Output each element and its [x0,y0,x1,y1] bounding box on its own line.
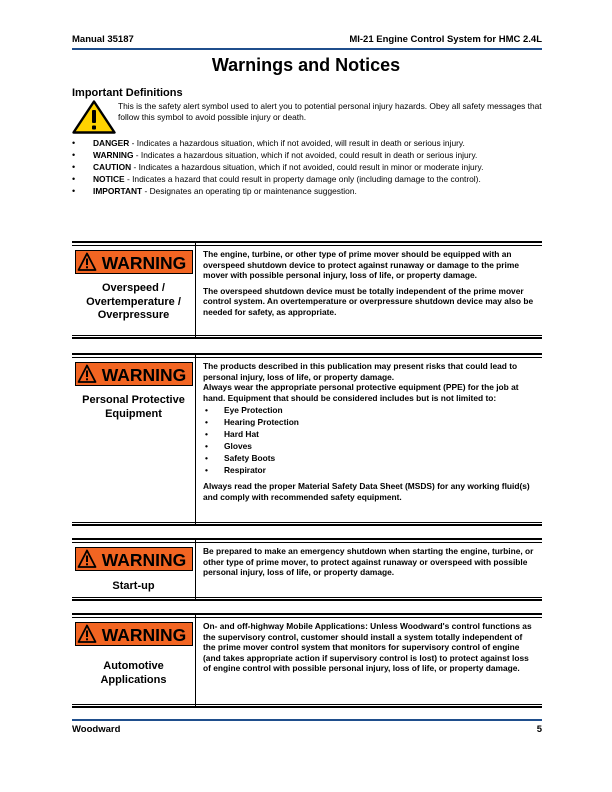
definition-caution: • CAUTION - Indicates a hazardous situation, which if not avoided, could result in minor or moderate injury. [72,162,542,172]
warning-content [196,355,542,524]
warning-content [196,243,542,337]
warning-box-automotive [72,613,542,708]
list-item: • Gloves [203,440,534,452]
warning-sign-icon [75,362,193,386]
definition-notice: • NOTICE - Indicates a hazard that could result in property damage only (including damage to the control). [72,174,542,184]
definition-warning: • WARNING - Indicates a hazardous situation, which if not avoided, could result in death or serious injury. [72,150,542,160]
safety-alert-row [72,100,542,134]
warning-sign-icon [75,250,193,274]
warning-box-ppe [72,353,542,526]
list-item: • Safety Boots [203,452,534,464]
warning-paragraph: Always wear the appropriate personal protective equipment (PPE) for the job at hand. Equipment that should be considered includes but is not limited to: [203,382,519,403]
document-title: MI-21 Engine Control System for HMC 2.4L [349,34,542,45]
alert-description: This is the safety alert symbol used to alert you to potential personal injury hazards. Obey all safety messages that follow this symbol to avoid possible injury or death. [118,101,542,122]
warning-paragraph: The overspeed shutdown device must be totally independent of the prime mover control system. An overtemperature or overpressure shutdown device may also be needed for safety, as appropriate. [203,285,534,317]
warning-label: Personal Protective Equipment [82,394,185,420]
warning-sign-text: WARNING [101,625,186,645]
page-title: Warnings and Notices [211,55,401,75]
warning-sign-text: WARNING [101,550,186,570]
warning-paragraph: The products described in this publication may present risks that could lead to personal injury, loss of life, or property damage. [203,361,518,382]
warning-box-left [72,540,196,599]
safety-alert-icon [72,100,116,134]
warning-sign-text: WARNING [101,365,186,385]
warning-paragraph: The engine, turbine, or other type of prime mover should be equipped with an overspeed shutdown device to protect against runaway or damage to the prime mover with possible personal injury, loss of life, or property damage. [203,249,519,281]
company-name: Woodward [72,724,121,735]
warning-box-left [72,243,196,337]
manual-number: Manual 35187 [72,34,134,45]
list-item: • Hard Hat [203,428,534,440]
list-item: • Eye Protection [203,404,534,416]
list-item: • Hearing Protection [203,416,534,428]
warning-content [196,615,542,706]
warning-sign-icon [75,622,193,646]
warning-content [196,540,542,599]
page-footer [72,719,542,735]
page-number: 5 [536,724,542,735]
warning-paragraph: Be prepared to make an emergency shutdown when starting the engine, turbine, or other type of prime mover, to protect against runaway or overspeed with possible personal injury, loss of life, or property damage. [203,546,534,578]
warning-label: Overspeed / Overtemperature / Overpressure [86,282,181,321]
warning-box-left [72,355,196,524]
warning-sign-text: WARNING [101,253,186,273]
warning-label: Automotive Applications [100,660,167,686]
warning-box-overspeed [72,241,542,339]
ppe-list [203,404,534,476]
definition-important: • IMPORTANT - Designates an operating tip or maintenance suggestion. [72,186,542,196]
page-header [72,34,542,50]
definitions-heading: Important Definitions [72,87,183,99]
list-item: • Respirator [203,464,534,476]
warning-paragraph: On- and off-highway Mobile Applications: Unless Woodward's control functions as the supervisory control, customer should install a system totally independent of the prime mover control system that monitors for supervisory control of engine (and takes appropriate action if supervisory control is lost) to protect against loss of engine control with possible personal injury, loss of life, or property damage. [203,621,532,674]
warning-label: Start-up [112,580,155,592]
warning-box-startup [72,538,542,601]
warning-paragraph: Always read the proper Material Safety Data Sheet (MSDS) for any working fluid(s) and comply with recommended safety equipment. [203,481,530,502]
warning-box-left [72,615,196,706]
warning-sign-icon [75,547,193,571]
definitions-list [72,138,542,198]
definition-danger: • DANGER - Indicates a hazardous situation, which if not avoided, will result in death or serious injury. [72,138,542,148]
